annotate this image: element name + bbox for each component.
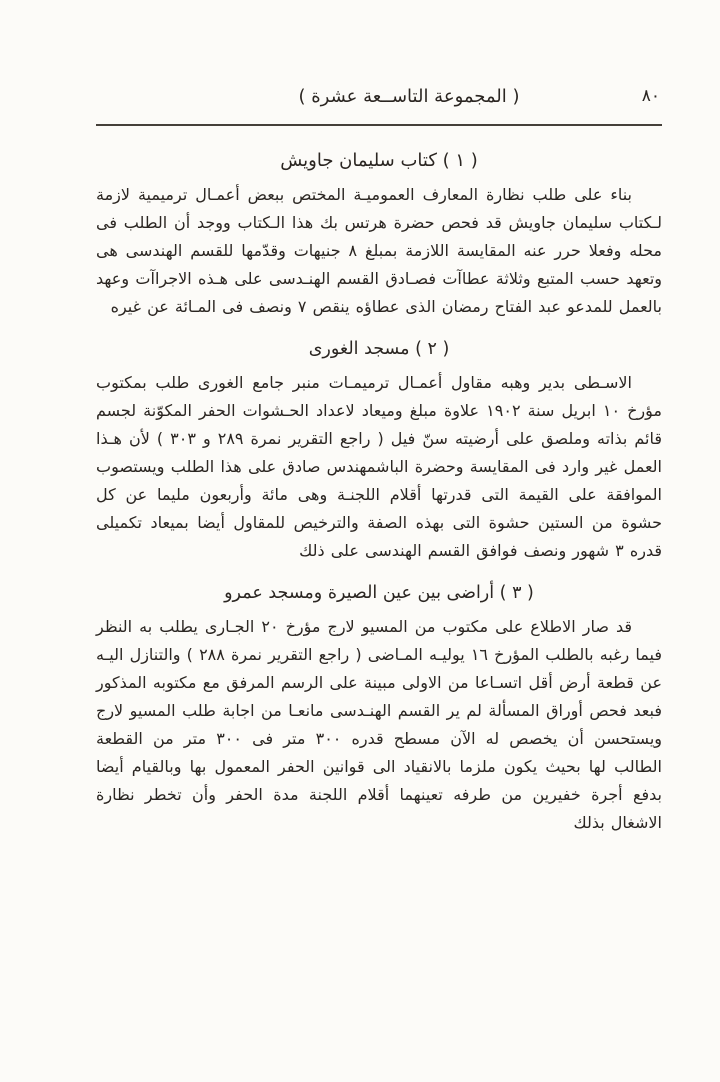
section-2-body: الاسـطى بدير وهبه مقاول أعمـال ترميمـات منبر جامع الغورى طلب بمكتوب مؤرخ ١٠ ابريل سنة ١٩٠٢ علاوة مبلغ وميعاد لاعداد الحـشوات الحفر المكوّنة لجسم قائم بذاته وملصق على أرضيته سنّ فيل ( راجع التقرير نمرة ٢٨٩ و ٣٠٣ ) لأن هـذا العمل غير وارد فى المقايسة وحضرة الباشمهندس صادق على هذا الطلب ويستصوب الموافقة على القيمة التى قدرتها أقلام اللجنـة وهى مائة وأربعون مليما عن كل حشوة من الستين حشوة التى بهذه الصفة والترخيص للمقاول أيضا بميعاد تكميلى قدره ٣ شهور ونصف فوافق القسم الهندسى على ذلك bbox=[96, 373, 662, 560]
page-number: ٨٠ bbox=[641, 86, 660, 106]
page-header bbox=[96, 86, 662, 126]
journal-title: ( المجموعة التاســعة عشرة ) bbox=[298, 86, 520, 107]
section-3-body: قد صار الاطلاع على مكتوب من المسيو لارج مؤرخ ٢٠ الجـارى يطلب به النظر فيما رغبه بالطلب المؤرخ ١٦ يوليـه المـاضى ( راجع التقرير نمرة ٢٨٨ ) والتنازل اليـه عن قطعة أرض أقل اتسـاعا من الاولى مبينة على الرسم المرفق مع مكتوبه المذكور فبعد فحص أوراق المسألة لم ير القسم الهنـدسى مانعـا من اجابة طلب المسيو لارج ويستحسن أن يخصص له الآن مسطح قدره ٣٠٠ متر فى ٣٠٠ متر من القطعة الطالب لها بحيث يكون ملزما بالانقياد الى قوانين الحفر المعمول بها وبالقيام أيضا بدفع أجرة خفيرين من طرفه تعينهما أقلام اللجنة مدة الحفر وأن تخطر نظارة الاشغال بذلك bbox=[96, 617, 663, 832]
section-2-heading: ( ٢ ) مسجد الغورى bbox=[308, 339, 450, 359]
section-3-heading: ( ٣ ) أراضى بين عين الصيرة ومسجد عمرو bbox=[224, 583, 534, 603]
section-1-heading: ( ١ ) كتاب سليمان جاويش bbox=[280, 150, 478, 171]
section-1-body: بناء على طلب نظارة المعارف العموميـة المختص ببعض أعمـال ترميمية لازمة لـكتاب سليمان جاويش قد فحص حضرة هرتس بك هذا الـكتاب ووجد أن الطلب فى محله وفعلا حرر عنه المقايسة اللازمة بمبلغ ٨ جنيهات وقدّمها للقسم الهندسى هى وتعهد حسب المتبع وثلاثة عطاآت فصـادق القسم الهنـدسى على هـذه الاجراآت وعهد بالعمل للمدعو عبد الفتاح رمضان الذى عطاؤه ينقص ٧ ونصف فى المـائة عن غيره bbox=[96, 185, 663, 316]
page-content bbox=[96, 86, 662, 837]
